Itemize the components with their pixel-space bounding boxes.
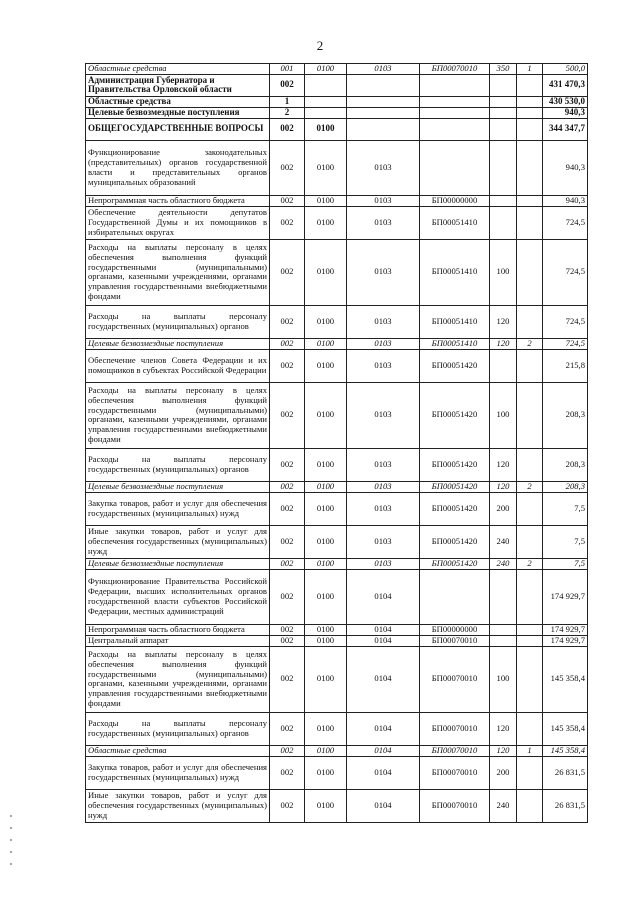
row-target-article: БП00051410 xyxy=(420,239,490,305)
row-section-code: 0100 xyxy=(305,239,347,305)
row-name: Целевые безвозмездные поступления xyxy=(86,481,270,492)
row-amount: 174 929,7 xyxy=(543,569,588,624)
row-name: Администрация Губернатора и Правительства Орловской области xyxy=(86,74,270,96)
row-target-article: БП00051420 xyxy=(420,481,490,492)
row-admin-code: 002 xyxy=(270,789,305,822)
row-target-article xyxy=(420,74,490,96)
row-subsection-code: 0103 xyxy=(347,558,420,569)
row-funding-source xyxy=(517,349,543,382)
table-row xyxy=(86,305,588,338)
row-target-article: БП00070010 xyxy=(420,646,490,712)
table-row xyxy=(86,118,588,140)
row-section-code: 0100 xyxy=(305,64,347,75)
row-name: Расходы на выплаты персоналу государственных (муниципальных) органов xyxy=(86,448,270,481)
row-subsection-code xyxy=(347,74,420,96)
row-amount: 208,3 xyxy=(543,448,588,481)
row-name: Центральный аппарат xyxy=(86,635,270,646)
row-admin-code: 002 xyxy=(270,338,305,349)
row-amount: 26 831,5 xyxy=(543,756,588,789)
row-subsection-code: 0103 xyxy=(347,349,420,382)
row-amount: 215,8 xyxy=(543,349,588,382)
row-funding-source xyxy=(517,448,543,481)
row-name: Непрограммная часть областного бюджета xyxy=(86,195,270,206)
row-expense-type: 240 xyxy=(490,558,517,569)
row-target-article: БП00051420 xyxy=(420,382,490,448)
row-expense-type: 200 xyxy=(490,756,517,789)
row-subsection-code: 0104 xyxy=(347,635,420,646)
row-admin-code: 002 xyxy=(270,569,305,624)
row-amount: 724,5 xyxy=(543,305,588,338)
row-section-code xyxy=(305,96,347,107)
row-amount: 940,3 xyxy=(543,140,588,195)
table-row xyxy=(86,624,588,635)
row-section-code: 0100 xyxy=(305,448,347,481)
row-subsection-code: 0103 xyxy=(347,492,420,525)
row-funding-source xyxy=(517,239,543,305)
row-expense-type xyxy=(490,206,517,239)
row-name: Целевые безвозмездные поступления xyxy=(86,558,270,569)
row-funding-source xyxy=(517,140,543,195)
row-amount: 7,5 xyxy=(543,525,588,558)
table-row xyxy=(86,525,588,558)
row-expense-type: 200 xyxy=(490,492,517,525)
row-admin-code: 002 xyxy=(270,481,305,492)
row-section-code: 0100 xyxy=(305,140,347,195)
row-expense-type xyxy=(490,107,517,118)
row-funding-source xyxy=(517,96,543,107)
row-section-code: 0100 xyxy=(305,558,347,569)
row-expense-type xyxy=(490,96,517,107)
table-row xyxy=(86,558,588,569)
row-funding-source xyxy=(517,525,543,558)
row-target-article xyxy=(420,118,490,140)
row-funding-source xyxy=(517,789,543,822)
row-admin-code: 002 xyxy=(270,382,305,448)
row-funding-source xyxy=(517,107,543,118)
row-target-article: БП00051420 xyxy=(420,525,490,558)
row-target-article: БП00051420 xyxy=(420,492,490,525)
row-amount: 26 831,5 xyxy=(543,789,588,822)
row-admin-code: 002 xyxy=(270,206,305,239)
table-row xyxy=(86,64,588,75)
row-expense-type: 120 xyxy=(490,481,517,492)
scan-margin-marks xyxy=(8,815,14,875)
row-target-article: БП00051420 xyxy=(420,448,490,481)
row-section-code: 0100 xyxy=(305,569,347,624)
row-section-code: 0100 xyxy=(305,195,347,206)
row-admin-code: 002 xyxy=(270,745,305,756)
row-section-code: 0100 xyxy=(305,712,347,745)
row-admin-code: 002 xyxy=(270,635,305,646)
row-funding-source: 1 xyxy=(517,64,543,75)
row-name: Расходы на выплаты персоналу государственных (муниципальных) органов xyxy=(86,712,270,745)
row-amount: 724,5 xyxy=(543,239,588,305)
row-section-code: 0100 xyxy=(305,349,347,382)
row-name: Обеспечение членов Совета Федерации и их помощников в субъектах Российской Федерации xyxy=(86,349,270,382)
row-name: Целевые безвозмездные поступления xyxy=(86,338,270,349)
table-row xyxy=(86,745,588,756)
row-funding-source xyxy=(517,74,543,96)
row-name: Расходы на выплаты персоналу в целях обеспечения выполнения функций государственными (муниципальными) органами, казенными учреждениями, органами управления государственными внебюджетными фондами xyxy=(86,382,270,448)
table-row xyxy=(86,195,588,206)
row-funding-source xyxy=(517,756,543,789)
row-name: Обеспечение деятельности депутатов Государственной Думы и их помощников в избирательных округах xyxy=(86,206,270,239)
row-expense-type: 100 xyxy=(490,239,517,305)
row-expense-type xyxy=(490,140,517,195)
row-amount: 344 347,7 xyxy=(543,118,588,140)
row-section-code: 0100 xyxy=(305,635,347,646)
row-admin-code: 2 xyxy=(270,107,305,118)
row-section-code xyxy=(305,107,347,118)
row-target-article: БП00051420 xyxy=(420,349,490,382)
row-name: Областные средства xyxy=(86,64,270,75)
row-expense-type xyxy=(490,624,517,635)
row-funding-source xyxy=(517,195,543,206)
row-amount: 174 929,7 xyxy=(543,635,588,646)
row-admin-code: 002 xyxy=(270,448,305,481)
row-expense-type xyxy=(490,569,517,624)
page-number: 2 xyxy=(316,38,324,53)
row-subsection-code xyxy=(347,107,420,118)
row-amount: 940,3 xyxy=(543,195,588,206)
row-funding-source xyxy=(517,206,543,239)
row-admin-code: 002 xyxy=(270,140,305,195)
row-admin-code: 002 xyxy=(270,492,305,525)
table-row xyxy=(86,140,588,195)
row-funding-source xyxy=(517,492,543,525)
row-expense-type: 240 xyxy=(490,525,517,558)
row-section-code: 0100 xyxy=(305,789,347,822)
row-subsection-code xyxy=(347,96,420,107)
table-row xyxy=(86,338,588,349)
row-amount: 500,0 xyxy=(543,64,588,75)
row-target-article: БП00070010 xyxy=(420,789,490,822)
row-subsection-code: 0103 xyxy=(347,448,420,481)
row-admin-code: 002 xyxy=(270,195,305,206)
row-subsection-code: 0103 xyxy=(347,195,420,206)
row-funding-source xyxy=(517,382,543,448)
row-amount: 7,5 xyxy=(543,492,588,525)
row-funding-source xyxy=(517,635,543,646)
row-funding-source: 2 xyxy=(517,338,543,349)
row-section-code: 0100 xyxy=(305,492,347,525)
row-target-article: БП00051410 xyxy=(420,206,490,239)
row-admin-code: 002 xyxy=(270,305,305,338)
row-expense-type: 120 xyxy=(490,305,517,338)
row-expense-type xyxy=(490,635,517,646)
row-subsection-code: 0104 xyxy=(347,756,420,789)
row-name: Закупка товаров, работ и услуг для обеспечения государственных (муниципальных) нужд xyxy=(86,756,270,789)
table-row xyxy=(86,239,588,305)
row-admin-code: 002 xyxy=(270,624,305,635)
row-name: Непрограммная часть областного бюджета xyxy=(86,624,270,635)
row-funding-source xyxy=(517,569,543,624)
row-section-code: 0100 xyxy=(305,305,347,338)
row-funding-source: 1 xyxy=(517,745,543,756)
row-funding-source xyxy=(517,712,543,745)
row-amount: 145 358,4 xyxy=(543,712,588,745)
row-expense-type xyxy=(490,195,517,206)
row-funding-source xyxy=(517,305,543,338)
row-section-code: 0100 xyxy=(305,525,347,558)
row-name: Расходы на выплаты персоналу в целях обеспечения выполнения функций государственными (муниципальными) органами, казенными учреждениями, органами управления государственными внебюджетными фондами xyxy=(86,646,270,712)
table-row xyxy=(86,712,588,745)
row-amount: 940,3 xyxy=(543,107,588,118)
row-name: Иные закупки товаров, работ и услуг для обеспечения государственных (муниципальных) нужд xyxy=(86,525,270,558)
row-subsection-code: 0104 xyxy=(347,569,420,624)
row-target-article: БП00070010 xyxy=(420,712,490,745)
row-subsection-code: 0103 xyxy=(347,382,420,448)
row-name: Расходы на выплаты персоналу государственных (муниципальных) органов xyxy=(86,305,270,338)
row-admin-code: 1 xyxy=(270,96,305,107)
table-row xyxy=(86,635,588,646)
row-name: Областные средства xyxy=(86,96,270,107)
row-expense-type: 120 xyxy=(490,448,517,481)
row-amount: 724,5 xyxy=(543,338,588,349)
row-section-code: 0100 xyxy=(305,481,347,492)
budget-table xyxy=(85,63,588,823)
row-target-article: БП00000000 xyxy=(420,624,490,635)
row-amount: 7,5 xyxy=(543,558,588,569)
row-name: Функционирование Правительства Российской Федерации, высших исполнительных органов государственной власти субъектов Российской Федерации, местных администраций xyxy=(86,569,270,624)
row-section-code: 0100 xyxy=(305,338,347,349)
row-expense-type: 120 xyxy=(490,745,517,756)
row-target-article xyxy=(420,96,490,107)
row-section-code: 0100 xyxy=(305,646,347,712)
row-name: Функционирование законодательных (представительных) органов государственной власти и представительных органов муниципальных образований xyxy=(86,140,270,195)
row-subsection-code: 0103 xyxy=(347,64,420,75)
row-subsection-code: 0103 xyxy=(347,206,420,239)
row-section-code xyxy=(305,74,347,96)
row-target-article xyxy=(420,140,490,195)
table-row xyxy=(86,448,588,481)
row-admin-code: 001 xyxy=(270,64,305,75)
row-subsection-code: 0103 xyxy=(347,305,420,338)
row-amount: 174 929,7 xyxy=(543,624,588,635)
row-funding-source xyxy=(517,646,543,712)
row-amount: 431 470,3 xyxy=(543,74,588,96)
table-row xyxy=(86,492,588,525)
row-expense-type: 120 xyxy=(490,338,517,349)
row-amount: 145 358,4 xyxy=(543,745,588,756)
table-row xyxy=(86,206,588,239)
row-section-code: 0100 xyxy=(305,624,347,635)
row-name: ОБЩЕГОСУДАРСТВЕННЫЕ ВОПРОСЫ xyxy=(86,118,270,140)
row-target-article: БП00000000 xyxy=(420,195,490,206)
row-section-code: 0100 xyxy=(305,756,347,789)
table-row xyxy=(86,481,588,492)
table-row xyxy=(86,107,588,118)
row-target-article: БП00070010 xyxy=(420,64,490,75)
row-subsection-code: 0103 xyxy=(347,239,420,305)
row-subsection-code: 0103 xyxy=(347,140,420,195)
row-amount: 724,5 xyxy=(543,206,588,239)
table-row xyxy=(86,96,588,107)
row-name: Расходы на выплаты персоналу в целях обеспечения выполнения функций государственными (муниципальными) органами, казенными учреждениями, органами управления государственными внебюджетными фондами xyxy=(86,239,270,305)
row-admin-code: 002 xyxy=(270,558,305,569)
table-row xyxy=(86,756,588,789)
row-funding-source: 2 xyxy=(517,481,543,492)
row-expense-type: 240 xyxy=(490,789,517,822)
table-row xyxy=(86,646,588,712)
row-name: Целевые безвозмездные поступления xyxy=(86,107,270,118)
row-section-code: 0100 xyxy=(305,745,347,756)
row-expense-type: 350 xyxy=(490,64,517,75)
table-row xyxy=(86,382,588,448)
row-section-code: 0100 xyxy=(305,118,347,140)
row-target-article: БП00070010 xyxy=(420,635,490,646)
row-target-article xyxy=(420,107,490,118)
row-expense-type: 120 xyxy=(490,712,517,745)
row-amount: 208,3 xyxy=(543,382,588,448)
row-admin-code: 002 xyxy=(270,646,305,712)
row-amount: 430 530,0 xyxy=(543,96,588,107)
row-expense-type xyxy=(490,74,517,96)
row-subsection-code: 0103 xyxy=(347,481,420,492)
row-subsection-code: 0103 xyxy=(347,525,420,558)
row-section-code: 0100 xyxy=(305,206,347,239)
row-expense-type: 100 xyxy=(490,382,517,448)
row-target-article: БП00051410 xyxy=(420,305,490,338)
row-section-code: 0100 xyxy=(305,382,347,448)
row-target-article: БП00051420 xyxy=(420,558,490,569)
row-amount: 145 358,4 xyxy=(543,646,588,712)
row-target-article: БП00070010 xyxy=(420,745,490,756)
row-subsection-code: 0104 xyxy=(347,646,420,712)
row-target-article: БП00051410 xyxy=(420,338,490,349)
row-admin-code: 002 xyxy=(270,756,305,789)
row-expense-type xyxy=(490,349,517,382)
table-row xyxy=(86,789,588,822)
row-name: Областные средства xyxy=(86,745,270,756)
row-admin-code: 002 xyxy=(270,712,305,745)
row-subsection-code: 0103 xyxy=(347,338,420,349)
row-target-article xyxy=(420,569,490,624)
row-admin-code: 002 xyxy=(270,74,305,96)
row-subsection-code: 0104 xyxy=(347,712,420,745)
table-row xyxy=(86,349,588,382)
row-funding-source: 2 xyxy=(517,558,543,569)
row-subsection-code: 0104 xyxy=(347,624,420,635)
row-subsection-code xyxy=(347,118,420,140)
row-expense-type xyxy=(490,118,517,140)
row-name: Закупка товаров, работ и услуг для обеспечения государственных (муниципальных) нужд xyxy=(86,492,270,525)
row-name: Иные закупки товаров, работ и услуг для обеспечения государственных (муниципальных) нужд xyxy=(86,789,270,822)
row-admin-code: 002 xyxy=(270,118,305,140)
row-target-article: БП00070010 xyxy=(420,756,490,789)
row-admin-code: 002 xyxy=(270,239,305,305)
row-admin-code: 002 xyxy=(270,349,305,382)
table-row xyxy=(86,569,588,624)
row-admin-code: 002 xyxy=(270,525,305,558)
row-funding-source xyxy=(517,624,543,635)
row-funding-source xyxy=(517,118,543,140)
row-expense-type: 100 xyxy=(490,646,517,712)
table-row xyxy=(86,74,588,96)
row-subsection-code: 0104 xyxy=(347,745,420,756)
row-amount: 208,3 xyxy=(543,481,588,492)
row-subsection-code: 0104 xyxy=(347,789,420,822)
